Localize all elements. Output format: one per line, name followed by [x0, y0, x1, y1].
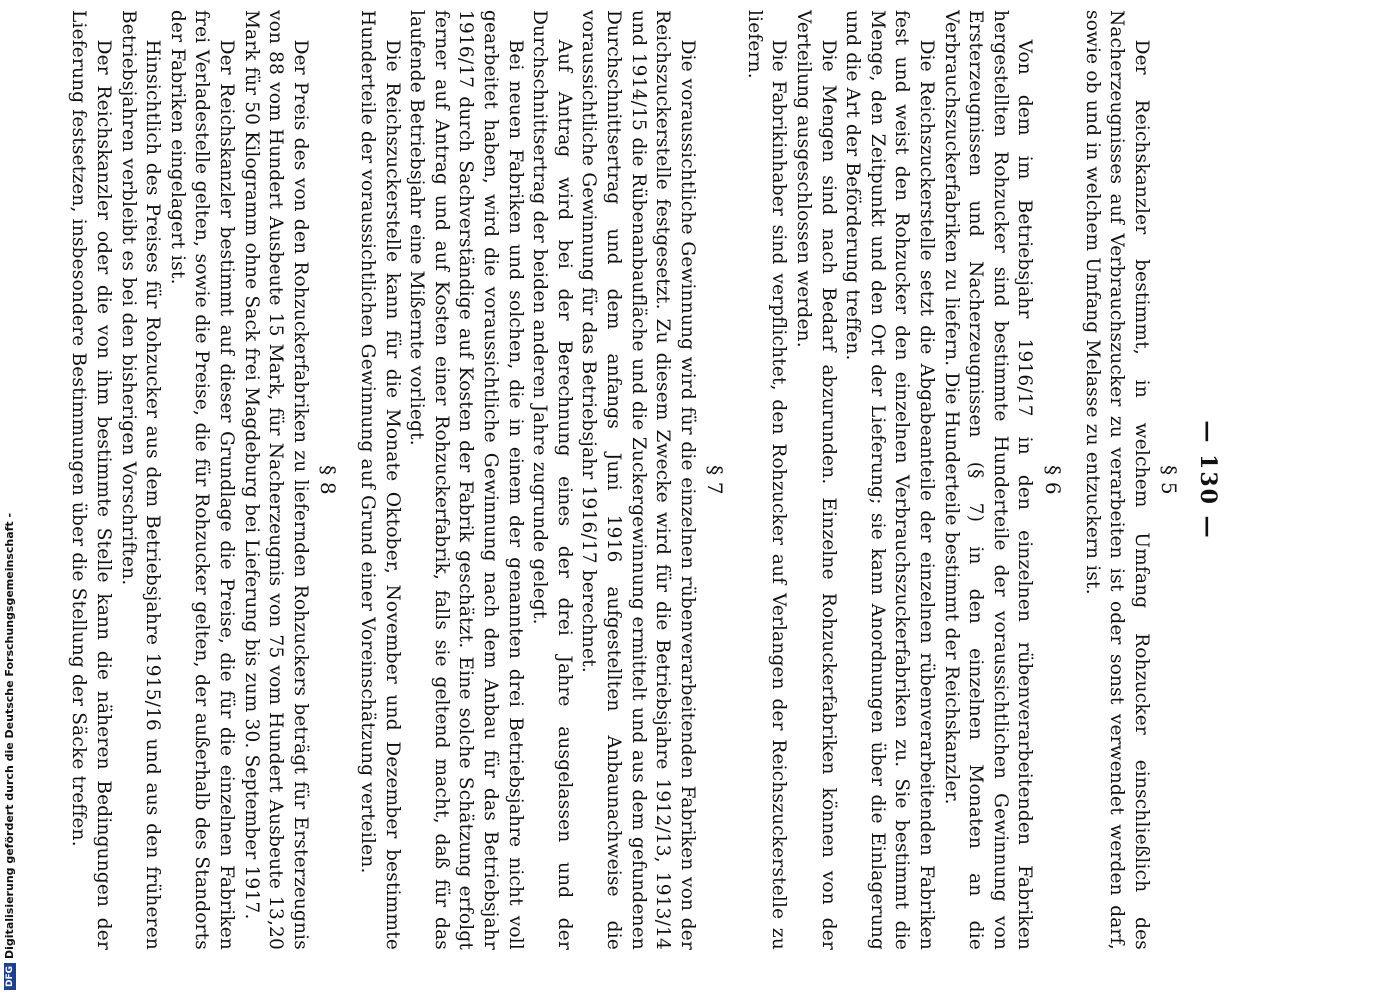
paragraph: Die Mengen sind nach Bedarf abzurunden. Einzelne Rohzuckerfabriken können von der Verteilung ausgeschlossen werden.: [793, 10, 839, 950]
paragraph: Hinsichtlich des Preises für Rohzucker aus dem Betriebsjahre 1915/16 und aus den früheren Betriebsjahren verbleibt es bei den bisherigen Vorschriften.: [117, 10, 164, 950]
section-title: § 7: [703, 465, 728, 495]
document-page: [68, 10, 1221, 950]
paragraph: Von dem im Betriebsjahr 1916/17 in den einzelnen rübenverarbeitenden Fabriken hergestellten Rohzucker sind bestimmte Hunderteile der voraussichtlichen Gewinnung von Ersterzeugnissen und Nacherzeugnissen (§ 7) in den einzelnen Monaten an die Verbrauchszuckerfabriken zu liefern. Die Hunderteile bestimmt der Reichskanzler.: [940, 10, 1036, 950]
section-title: § 5: [1157, 465, 1182, 495]
dfg-logo: DFG: [4, 963, 16, 990]
section-6: [741, 10, 1065, 950]
paragraph: Der Reichskanzler bestimmt, in welchem Umfang Rohzucker einschließlich des Nacherzeugnisses auf Verbrauchszucker zu verarbeiten ist oder sonst verwendet werden darf, sowie ob und in welchem Umfang Melasse zu entzuckern ist.: [1081, 10, 1152, 950]
paragraph: Auf Antrag wird bei der Berechnung eines der drei Jahre ausgelassen und der Durchschnittsertrag der beiden anderen Jahre zugrunde gelegt.: [529, 10, 575, 950]
paragraph: Die Reichszuckerstelle kann für die Monate Oktober, November und Dezember bestimmte Hunderteile der voraussichtlichen Gewinnung auf Grund einer Voreinschätzung verteilen.: [357, 10, 403, 950]
paragraph: Die Fabrikinhaber sind verpflichtet, den Rohzucker auf Verlangen der Reichszuckerstelle zu liefern.: [743, 10, 790, 950]
page-number: — 130 —: [1195, 420, 1221, 540]
paragraph: Die voraussichtliche Gewinnung wird für die einzelnen rübenverarbeitenden Fabriken von der Reichszuckerstelle festgesetzt. Zu diesem Zwecke wird für die Betriebsjahre 1912/13, 1913/14 und 1914/15 die Rübenanbaufläche und die Zuckergewinnung ermittelt und aus dem gefundenen Durchschnittsertrag und dem anfangs Juni 1916 aufgestellten Anbaunachweise die voraussichtliche Gewinnung für das Betriebsjahr 1916/17 berechnet.: [578, 10, 698, 950]
section-7: [354, 10, 727, 950]
digitization-credit: [3, 0, 16, 990]
section-title: § 8: [316, 465, 341, 495]
paragraph: Der Preis des von den Rohzuckerfabriken zu liefernden Rohzuckers beträgt für Ersterzeugnis von 88 vom Hundert Ausbeute 15 Mark, für Nacherzeugnis von 75 vom Hundert Ausbeute 13,20 Mark für 50 Kilogramm ohne Sack frei Magdeburg bei Lieferung bis zum 30. September 1917.: [240, 10, 311, 950]
paragraph: Der Reichskanzler oder die von ihm bestimmte Stelle kann die näheren Bedingungen der Lieferung festsetzen, insbesondere Bestimmungen über die Stellung der Säcke treffen.: [68, 10, 115, 950]
paragraph: Bei neuen Fabriken und solchen, die in einem der genannten drei Betriebsjahre nicht voll gearbeitet haben, wird die voraussichtliche Gewinnung nach dem Anbau für das Betriebsjahr 1916/17 durch Sachverständige auf Kosten der Fabrik geschätzt. Eine solche Schätzung erfolgt ferner auf Antrag und auf Kosten einer Rohzuckerfabrik, falls sie geltend macht, daß für das laufende Betriebsjahr eine Mißernte vorliegt.: [406, 10, 526, 950]
paragraph: Die Reichszuckerstelle setzt die Abgabeanteile der einzelnen rübenverarbeitenden Fabriken fest und weist den Rohzucker den einzelnen Verbrauchszuckerfabriken zu. Sie bestimmt die Menge, den Zeitpunkt und den Ort der Lieferung; sie kann Anordnungen über die Einlagerung und die Art der Beförderung treffen.: [842, 10, 938, 950]
paragraph: Der Reichskanzler bestimmt auf dieser Grundlage die Preise, die für die einzelnen Fabriken frei Verladestelle gelten, sowie die Preise, die für Rohzucker gelten, der außerhalb des Standorts der Fabriken eingelagert ist.: [166, 10, 238, 950]
section-5: [1079, 10, 1181, 950]
section-8: [66, 10, 341, 950]
credit-text: Digitalisierung gefördert durch die Deutsche Forschungsgemeinschaft -: [3, 512, 16, 959]
section-title: § 6: [1041, 465, 1066, 495]
